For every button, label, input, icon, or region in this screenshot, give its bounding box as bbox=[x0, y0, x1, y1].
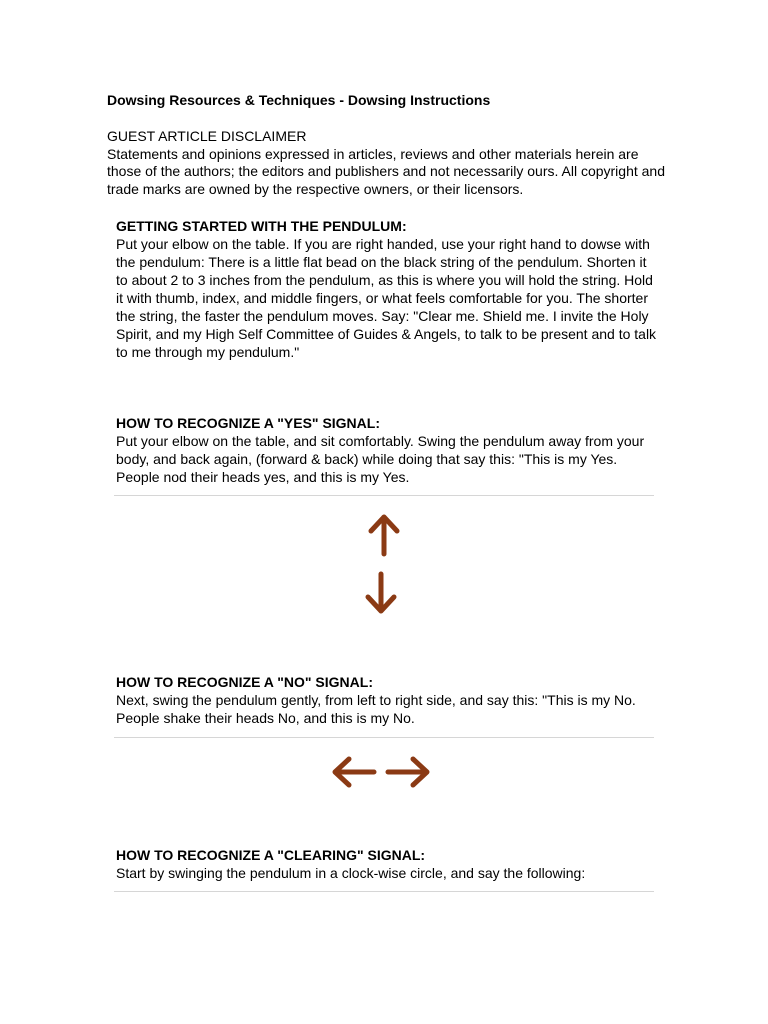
section-heading: GETTING STARTED WITH THE PENDULUM: bbox=[116, 218, 407, 234]
arrow-up-icon bbox=[366, 512, 402, 558]
section-heading: HOW TO RECOGNIZE A "CLEARING" SIGNAL: bbox=[116, 847, 426, 863]
disclaimer-body: Statements and opinions expressed in articles, reviews and other materials herein are those of the authors; the editors and publishers and not necessarily ours. All copyright and trade marks are owned by the respective owners, or their licensors. bbox=[107, 145, 666, 197]
section-body: Next, swing the pendulum gently, from left to right side, and say this: "This is my No. People shake their heads No, and this is my No. bbox=[116, 692, 636, 726]
disclaimer-heading: GUEST ARTICLE DISCLAIMER bbox=[107, 128, 307, 144]
section-clearing bbox=[116, 846, 661, 882]
divider-clearing bbox=[114, 891, 654, 892]
disclaimer bbox=[107, 128, 667, 198]
arrow-left-icon bbox=[330, 753, 378, 791]
section-body: Put your elbow on the table, and sit comfortably. Swing the pendulum away from your body, and back again, (forward & back) while doing that say this: "This is my Yes. People nod their heads yes, and this is my Yes. bbox=[116, 433, 645, 485]
section-body: Put your elbow on the table. If you are right handed, use your right hand to dowse with the pendulum: There is a little flat bead on the black string of the pendulum. Shorten it to about 2 to 3 inches from the pendulum, as this is where you will hold the string. Hold it with thumb, index, and middle fingers, or what feels comfortable for you. The shorter the string, the faster the pendulum moves. Say: "Clear me. Shield me. I invite the Holy Spirit, and my High Self Committee of Guides & Angels, to talk to be present and to talk to me through my pendulum." bbox=[116, 236, 657, 360]
page-title: Dowsing Resources & Techniques - Dowsing Instructions bbox=[107, 92, 491, 108]
arrow-down-icon bbox=[363, 570, 399, 616]
section-yes bbox=[116, 414, 661, 486]
section-heading: HOW TO RECOGNIZE A "NO" SIGNAL: bbox=[116, 674, 373, 690]
section-body: Start by swinging the pendulum in a clock-wise circle, and say the following: bbox=[116, 865, 586, 881]
divider-no bbox=[114, 737, 654, 738]
section-pendulum bbox=[116, 217, 661, 361]
section-no bbox=[116, 673, 661, 727]
arrow-right-icon bbox=[384, 753, 432, 791]
divider-yes bbox=[114, 495, 654, 496]
section-heading: HOW TO RECOGNIZE A "YES" SIGNAL: bbox=[116, 415, 380, 431]
